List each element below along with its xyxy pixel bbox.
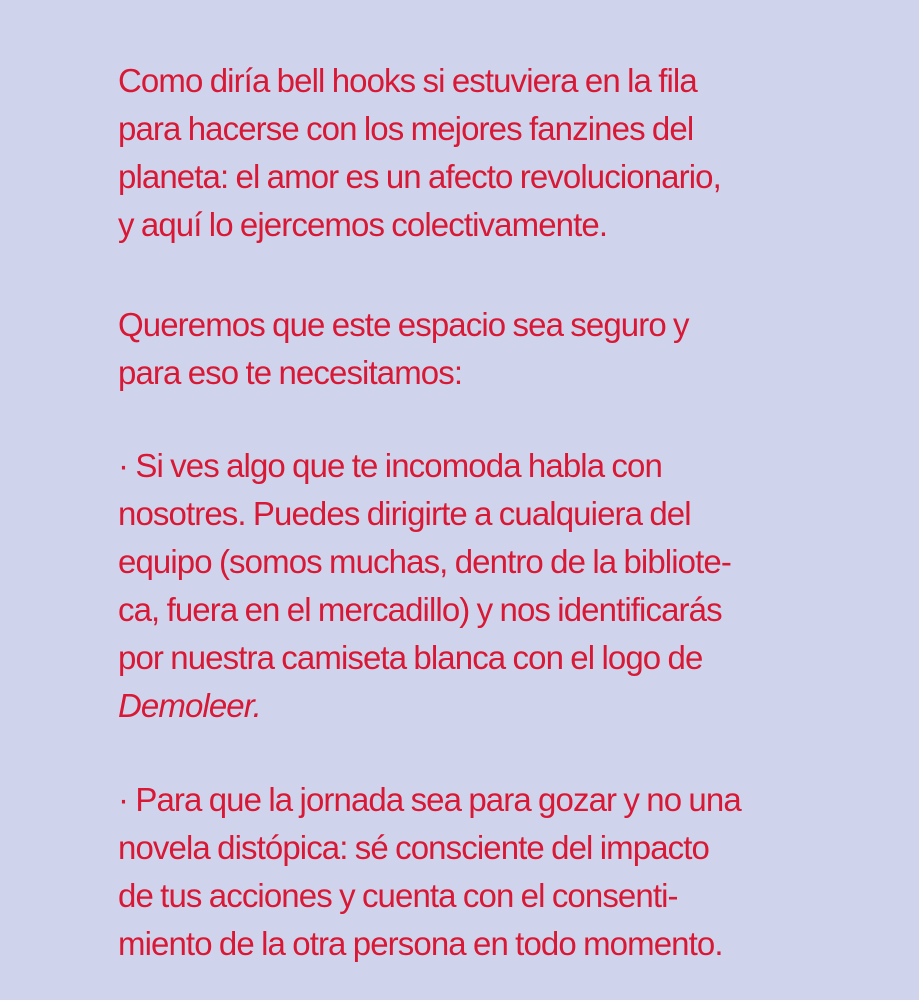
text-line: para eso te necesitamos:	[118, 354, 463, 391]
paragraph-bullet-consentimiento	[118, 776, 818, 968]
text-line: ca, fuera en el mercadillo) y nos identificarás	[118, 591, 722, 628]
text-line: por nuestra camiseta blanca con el logo de	[118, 639, 703, 676]
text-line: miento de la otra persona en todo momento.	[118, 925, 723, 962]
text-line: de tus acciones y cuenta con el consenti-	[118, 877, 678, 914]
text-line: · Para que la jornada sea para gozar y no una	[118, 781, 741, 818]
paragraph-intro	[118, 57, 818, 249]
text-line: planeta: el amor es un afecto revolucionario,	[118, 158, 721, 195]
text-line: Queremos que este espacio sea seguro y	[118, 306, 689, 343]
paragraph-safe-space	[118, 301, 818, 397]
text-line: · Si ves algo que te incomoda habla con	[118, 447, 662, 484]
text-line: Como diría bell hooks si estuviera en la fila	[118, 62, 697, 99]
text-line: equipo (somos muchas, dentro de la bibliote-	[118, 543, 731, 580]
paragraph-bullet-incomoda	[118, 442, 818, 730]
text-line: novela distópica: sé consciente del impacto	[118, 829, 710, 866]
text-line: para hacerse con los mejores fanzines del	[118, 110, 694, 147]
text-line: nosotres. Puedes dirigirte a cualquiera del	[118, 495, 691, 532]
demoleer-name: Demoleer.	[118, 687, 261, 724]
text-line: y aquí lo ejercemos colectivamente.	[118, 206, 608, 243]
